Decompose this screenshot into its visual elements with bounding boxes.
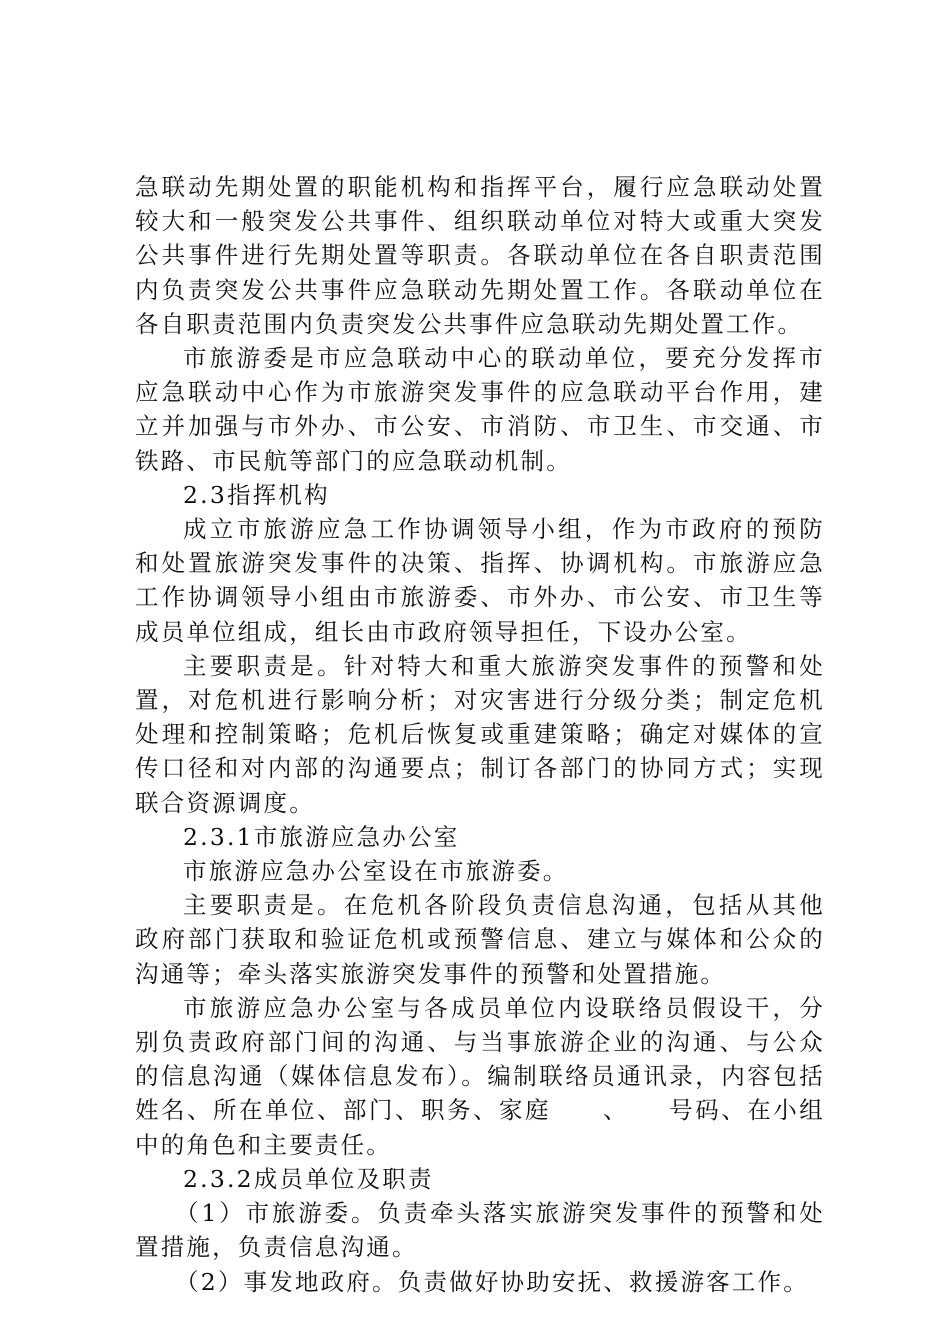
heading-emergency-office: 2.3.1市旅游应急办公室 xyxy=(183,822,460,851)
paragraph-linkage-duties: 急联动先期处置的职能机构和指挥平台，履行应急联动处置较大和一般突发公共事件、组织联动单位对特大或重大突发公共事件进行先期处置等职责。各联动单位在各自职责范围内负责突发公共事件应急联动先期处置工作。各联动单位在各自职责范围内负责突发公共事件应急联动先期处置工作。 xyxy=(135,173,825,338)
heading-command-structure: 2.3指挥机构 xyxy=(183,480,330,509)
paragraph-leading-group: 成立市旅游应急工作协调领导小组，作为市政府的预防和处置旅游突发事件的决策、指挥、协调机构。市旅游应急工作协调领导小组由市旅游委、市外办、市公安、市卫生等成员单位组成，组长由市政府领导担任，下设办公室。 xyxy=(135,515,825,646)
list-item-local-government: （2）事发地政府。负责做好协助安抚、救援游客工作。 xyxy=(175,1267,809,1296)
paragraph-liaison: 市旅游应急办公室与各成员单位内设联络员假设干，分别负责政府部门间的沟通、与当事旅游企业的沟通、与公众的信息沟通（媒体信息发布）。编制联络员通讯录，内容包括姓名、所在单位、部门、职务、家庭 、 号码、在小组中的角色和主要责任。 xyxy=(135,993,825,1159)
paragraph-office-duties: 主要职责是。在危机各阶段负责信息沟通，包括从其他政府部门获取和验证危机或预警信息、建立与媒体和公众的沟通等；牵头落实旅游突发事件的预警和处置措施。 xyxy=(135,891,825,988)
document-page xyxy=(135,170,825,1299)
paragraph-office-location: 市旅游应急办公室设在市旅游委。 xyxy=(183,857,569,886)
paragraph-main-duties: 主要职责是。针对特大和重大旅游突发事件的预警和处置，对危机进行影响分析；对灾害进行分级分类；制定危机处理和控制策略；危机后恢复或重建策略；确定对媒体的宣传口径和对内部的沟通要点；制订各部门的协同方式；实现联合资源调度。 xyxy=(135,651,825,817)
list-item-tourism-committee: （1）市旅游委。负责牵头落实旅游突发事件的预警和处置措施，负责信息沟通。 xyxy=(135,1199,825,1262)
heading-member-units: 2.3.2成员单位及职责 xyxy=(183,1164,434,1193)
paragraph-tourism-committee: 市旅游委是市应急联动中心的联动单位，要充分发挥市应急联动中心作为市旅游突发事件的应急联动平台作用，建立并加强与市外办、市公安、市消防、市卫生、市交通、市铁路、市民航等部门的应急联动机制。 xyxy=(135,344,825,475)
